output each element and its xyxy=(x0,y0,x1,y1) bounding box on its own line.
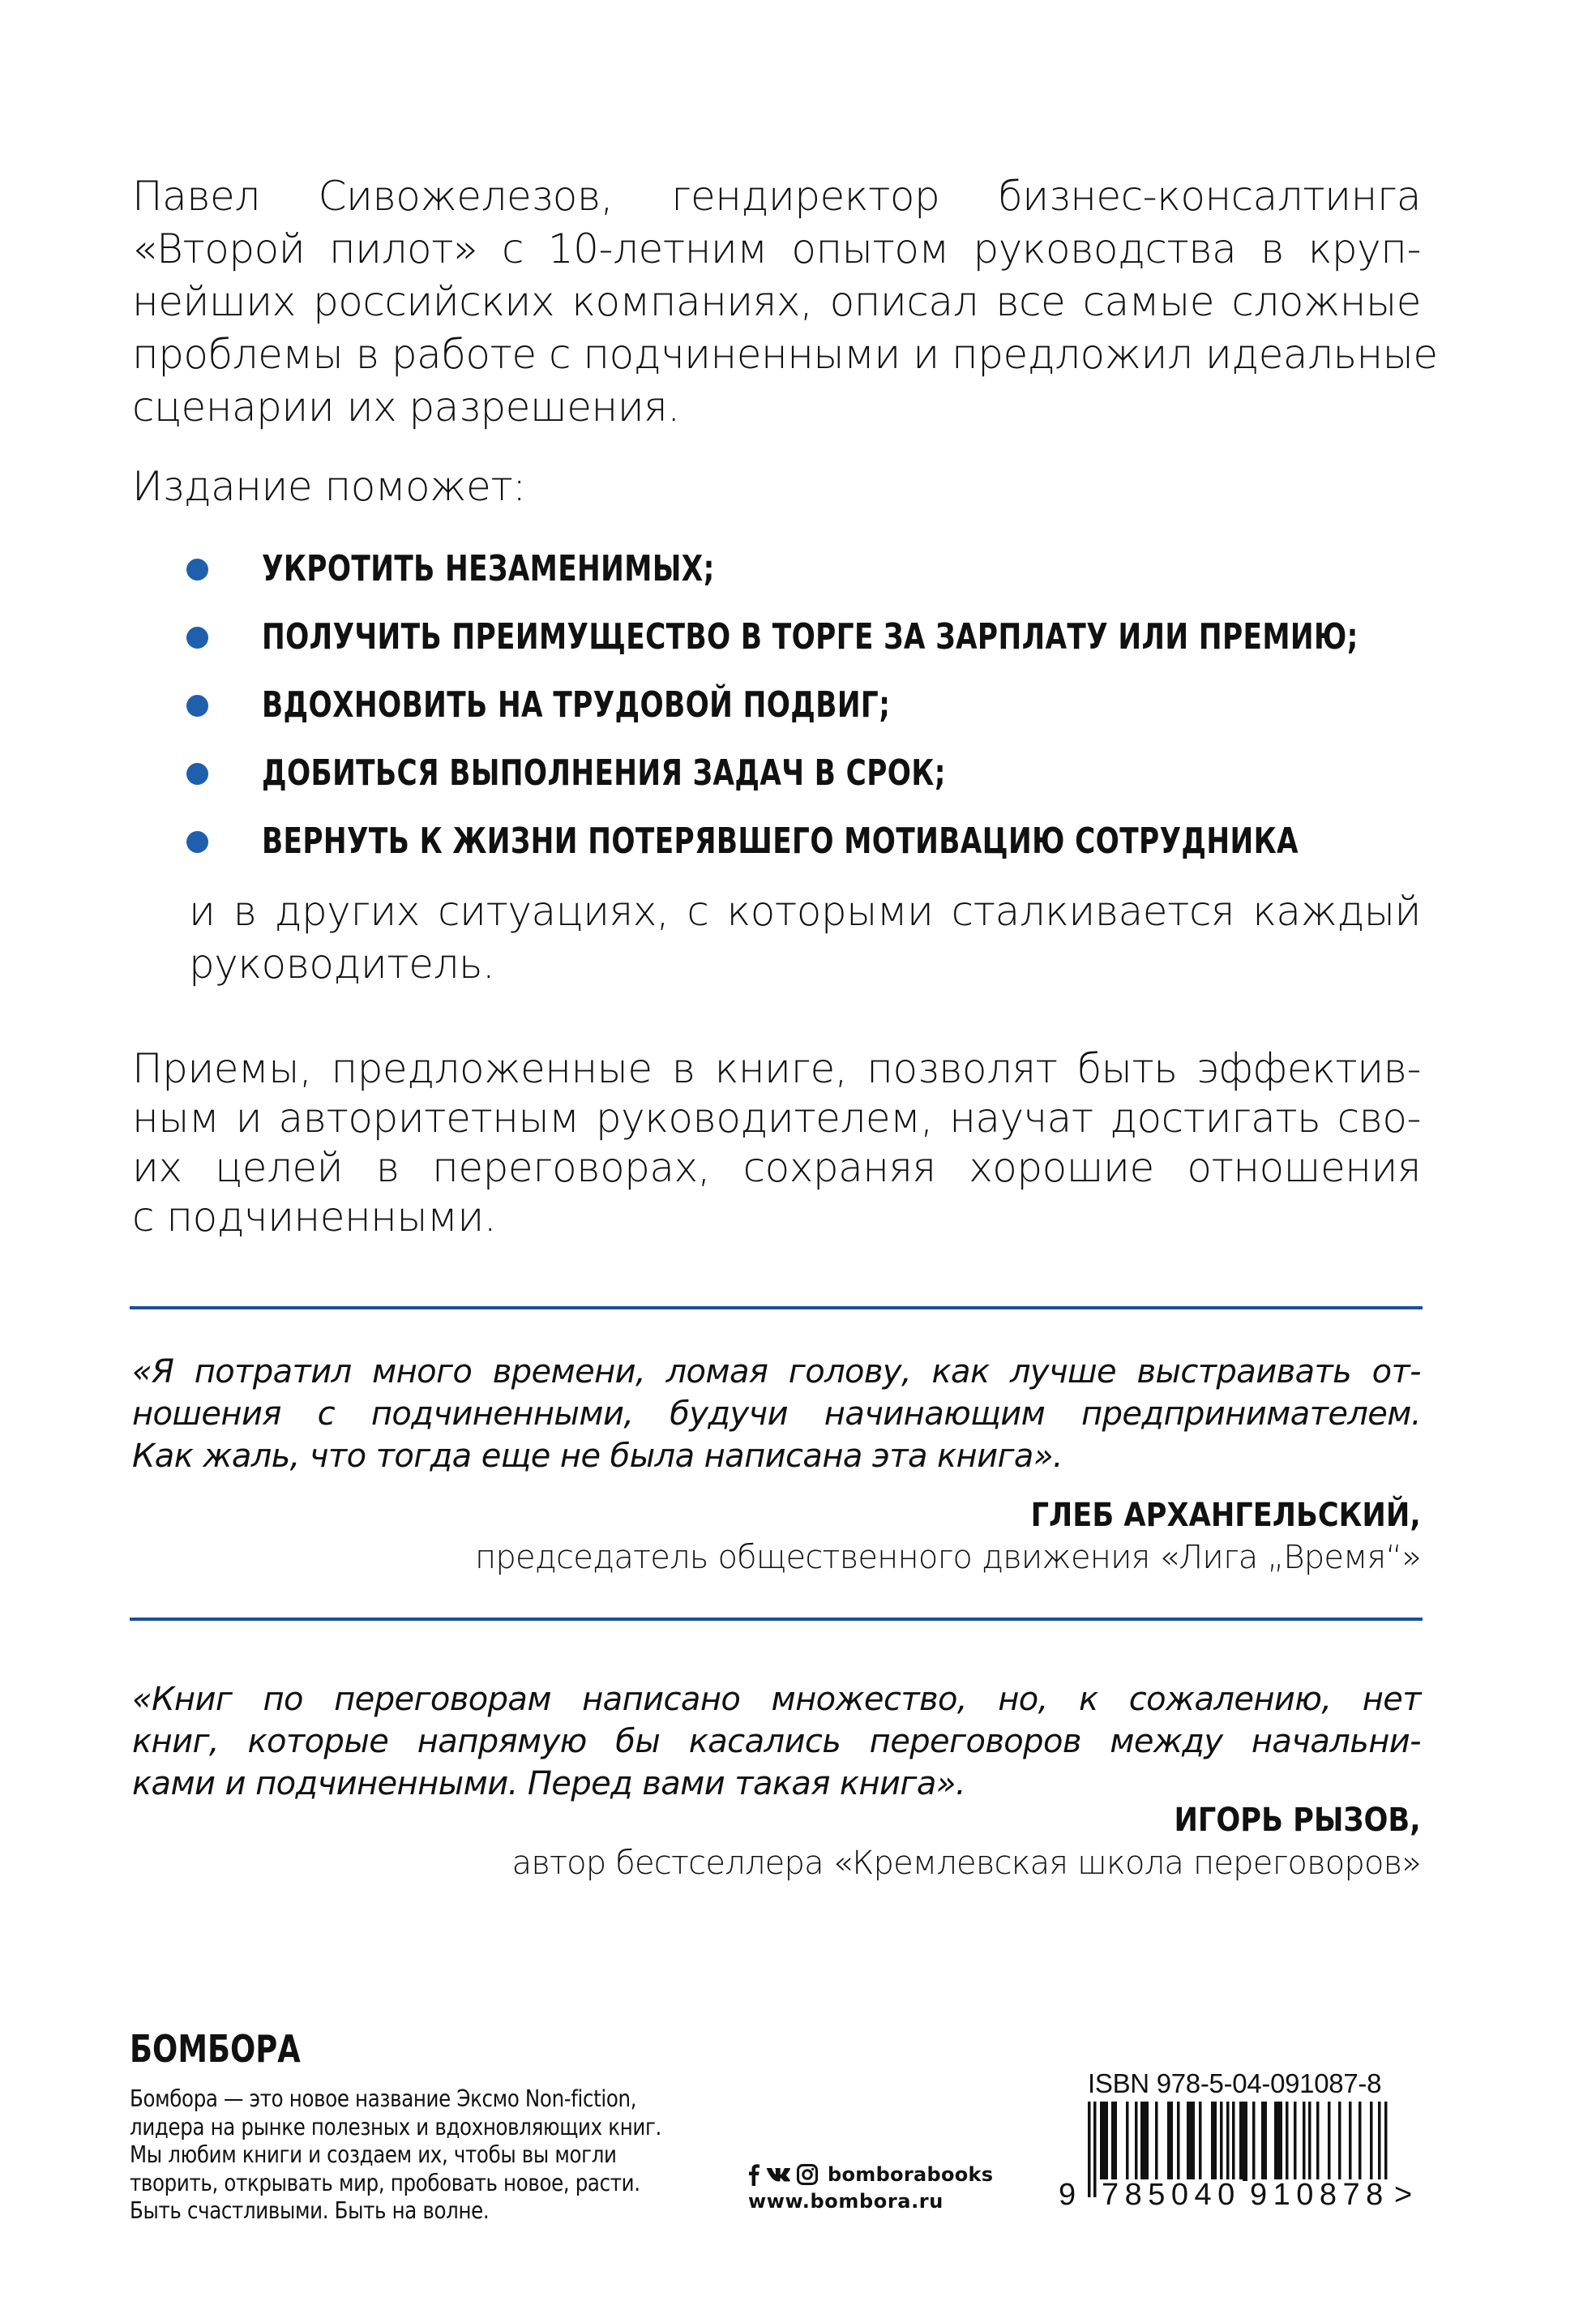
barcode-digits-right: 910878 xyxy=(1250,2178,1389,2212)
tricks-line: Приемы, предложенные в книге, позволят быть эффектив- xyxy=(132,1045,1421,1092)
publisher-description-line: творить, открывать мир, пробовать новое, расти. xyxy=(130,2169,640,2196)
other-line: руководитель. xyxy=(189,941,495,988)
quote-line: книг, которые напрямую бы касались переговоров между начальни- xyxy=(132,1723,1421,1760)
website-link[interactable]: www.bombora.ru xyxy=(748,2190,943,2213)
facebook-icon[interactable] xyxy=(748,2163,759,2186)
testimonial-quote-2 xyxy=(132,1678,1421,1805)
testimonial-quote-1 xyxy=(132,1351,1421,1477)
tricks-line: их целей в переговорах, сохраняя хорошие отношения xyxy=(132,1144,1421,1191)
list-item xyxy=(186,535,1443,603)
quote-line: Как жаль, что тогда еще не была написана эта книга». xyxy=(132,1438,1063,1475)
bullet-dot-icon xyxy=(186,831,208,853)
intro-line: Павел Сивожелезов, гендиректор бизнес-консалтинга xyxy=(132,173,1421,220)
publisher-description-line: Быть счастливыми. Быть на волне. xyxy=(130,2197,490,2224)
bullet-text: ПОЛУЧИТЬ ПРЕИМУЩЕСТВО В ТОРГЕ ЗА ЗАРПЛАТУ ИЛИ ПРЕМИЮ; xyxy=(262,616,1359,658)
publisher-logo: БОМБОРА xyxy=(130,2027,301,2071)
helps-heading: Издание поможет: xyxy=(132,463,526,510)
bullet-text: ВЕРНУТЬ К ЖИЗНИ ПОТЕРЯВШЕГО МОТИВАЦИЮ СОТРУДНИКА xyxy=(262,821,1299,862)
tricks-line: ным и авторитетным руководителем, научат достигать сво- xyxy=(132,1095,1421,1142)
barcode-digit-first: 9 xyxy=(1059,2178,1076,2212)
list-item xyxy=(186,603,1443,671)
vk-icon[interactable] xyxy=(766,2166,790,2183)
bullet-text: ВДОХНОВИТЬ НА ТРУДОВОЙ ПОДВИГ; xyxy=(262,684,891,726)
other-line: и в других ситуациях, с которыми сталкивается каждый xyxy=(189,888,1421,935)
quote-author-role: председатель общественного движения «Лига „Время“» xyxy=(475,1539,1421,1576)
bullet-text: ДОБИТЬСЯ ВЫПОЛНЕНИЯ ЗАДАЧ В СРОК; xyxy=(262,752,946,794)
isbn-label: ISBN 978-5-04-091087-8 xyxy=(1088,2068,1382,2098)
bullet-dot-icon xyxy=(186,763,208,785)
list-item xyxy=(186,808,1443,876)
bullet-dot-icon xyxy=(186,559,208,581)
tricks-paragraph xyxy=(132,1044,1421,1242)
social-links xyxy=(748,2162,993,2188)
other-situations-paragraph xyxy=(189,885,1421,991)
quote-author: ГЛЕБ АРХАНГЕЛЬСКИЙ, xyxy=(1030,1497,1421,1534)
intro-line: нейших российских компаниях, описал все самые сложные xyxy=(132,278,1421,325)
quote-line: «Я потратил много времени, ломая голову, как лучше выстраивать от- xyxy=(132,1353,1421,1391)
divider xyxy=(130,1306,1423,1309)
intro-line: сценарии их разрешения. xyxy=(132,384,680,431)
quote-line: «Книг по переговорам написано множество, но, к сожалению, нет xyxy=(132,1681,1421,1718)
bullet-dot-icon xyxy=(186,695,208,717)
helps-heading-block xyxy=(132,461,1421,513)
intro-line: «Второй пилот» с 10-летним опытом руководства в круп- xyxy=(132,225,1421,272)
publisher-description-line: Бомбора — это новое название Эксмо Non-fiction, xyxy=(130,2085,637,2112)
benefits-list xyxy=(186,535,1443,876)
barcode-quiet-zone-mark: > xyxy=(1394,2178,1413,2212)
quote-author-role: автор бестселлера «Кремлевская школа переговоров» xyxy=(511,1845,1421,1882)
list-item xyxy=(186,739,1443,808)
barcode-digits-left: 785040 xyxy=(1102,2178,1241,2212)
publisher-description-line: Мы любим книги и создаем их, чтобы вы могли xyxy=(130,2141,617,2168)
bullet-dot-icon xyxy=(186,627,208,649)
divider xyxy=(130,1618,1423,1621)
publisher-description xyxy=(130,2085,661,2226)
social-handle[interactable]: bomborabooks xyxy=(828,2163,994,2186)
bullet-text: УКРОТИТЬ НЕЗАМЕНИМЫХ; xyxy=(262,548,715,589)
instagram-icon[interactable] xyxy=(797,2164,818,2185)
tricks-line: с подчиненными. xyxy=(132,1193,497,1241)
intro-line: проблемы в работе с подчиненными и предложил идеальные xyxy=(132,331,1438,378)
publisher-description-line: лидера на рынке полезных и вдохновляющих книг. xyxy=(130,2113,661,2140)
quote-author: ИГОРЬ РЫЗОВ, xyxy=(1174,1802,1421,1839)
intro-paragraph xyxy=(132,170,1438,434)
quote-line: ками и подчиненными. Перед вами такая книга». xyxy=(132,1765,965,1802)
list-item xyxy=(186,671,1443,739)
quote-line: ношения с подчиненными, будучи начинающим предпринимателем. xyxy=(132,1395,1421,1433)
